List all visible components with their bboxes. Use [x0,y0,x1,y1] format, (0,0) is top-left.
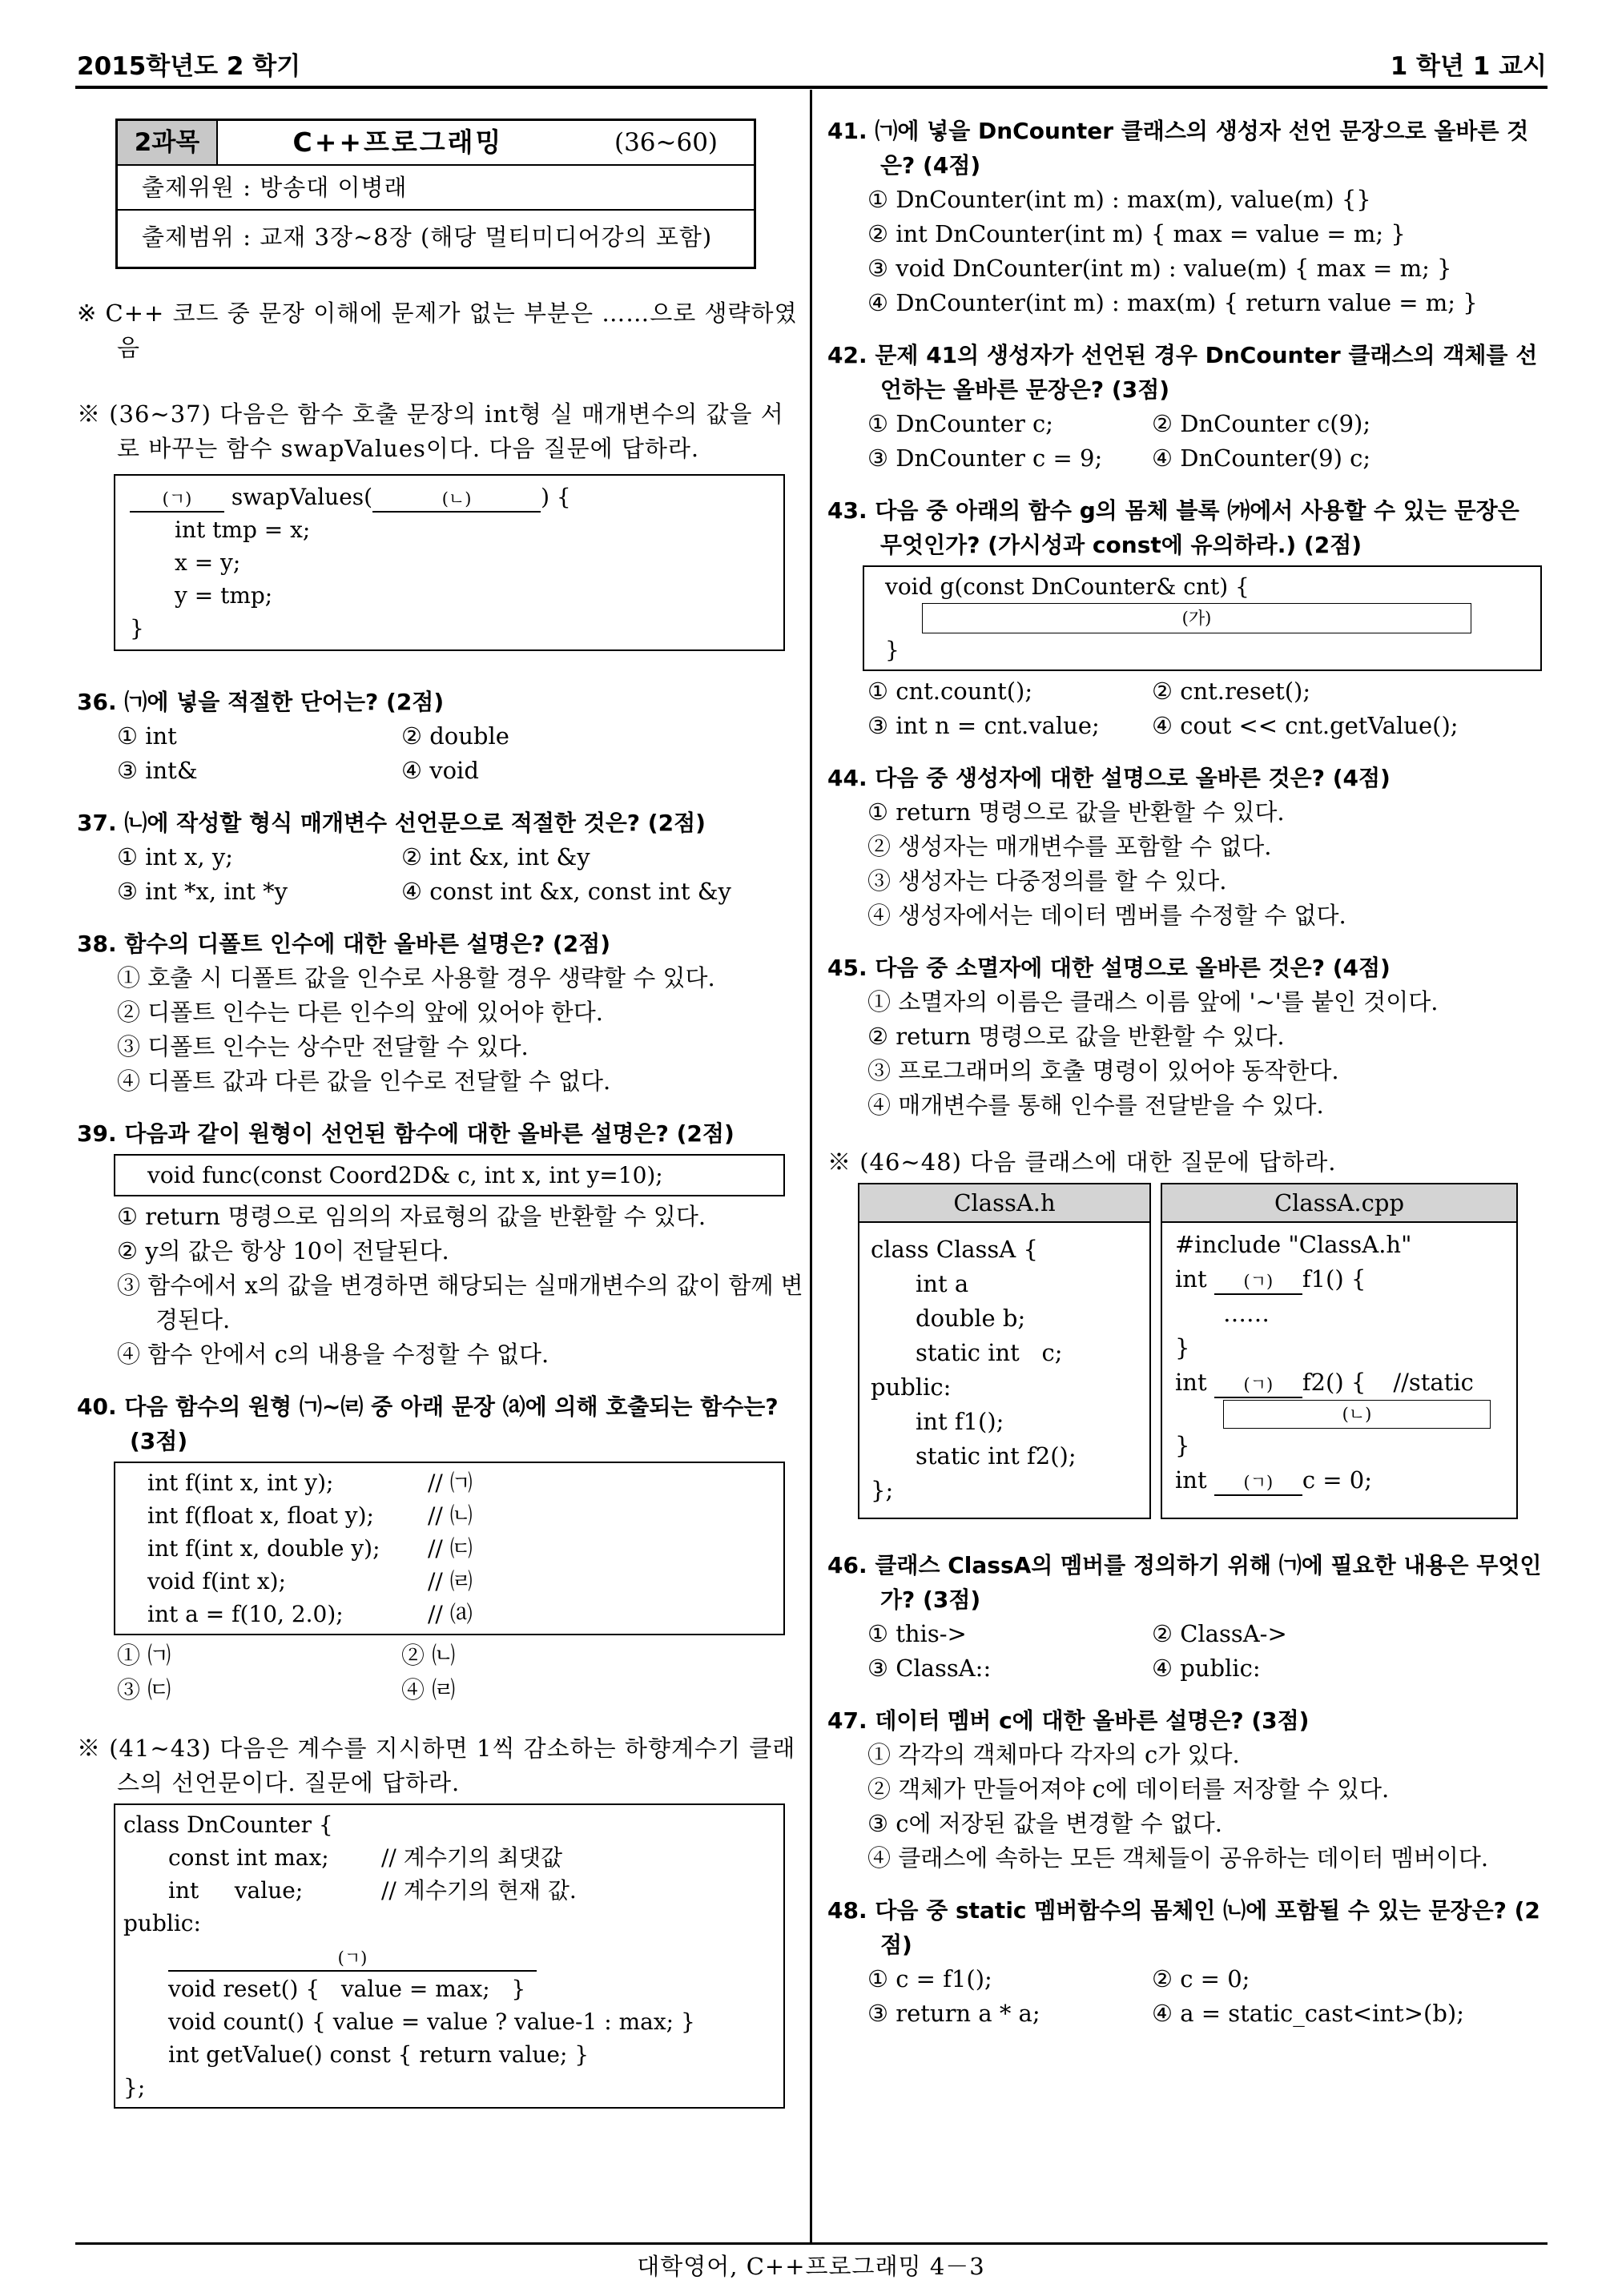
footer: 대학영어, C++프로그래밍 4－3 [637,2253,985,2280]
option-1[interactable]: ① DnCounter c; [867,410,1054,437]
option-2[interactable]: ② c = 0; [1152,1965,1250,1992]
subject-author: 출제위원 : 방송대 이병래 [118,166,754,211]
option-4[interactable]: ④ DnCounter(9) c; [1152,444,1371,472]
option-3[interactable]: ③ int n = cnt.value; [867,712,1100,739]
code-line: } [1175,1432,1190,1459]
classA-cpp-code [1162,1223,1516,1502]
counter-code-line: void reset() { value = max; } [168,1976,526,2002]
subject-name: C++프로그래밍 [292,127,504,158]
option-1[interactable]: ① this-> [867,1620,967,1647]
note-46-48: ※ (46∼48) 다음 클래스에 대한 질문에 답하라. [827,1148,1337,1176]
option-3[interactable]: ③ 함수에서 x의 값을 변경하면 해당되는 실매개변수의 값이 함께 변경된다. [117,1272,803,1333]
option-4[interactable]: ④ ㈃ [401,1676,456,1703]
option-4[interactable]: ④ 클래스에 속하는 모든 객체들이 공유하는 데이터 멤버이다. [867,1844,1489,1872]
counter-code-line: public: [123,1910,201,1936]
options-37-row1 [77,840,806,875]
option-2[interactable]: ② ClassA-> [1152,1620,1287,1647]
code-text: ) { [541,484,571,510]
code-text: swapValues( [231,484,373,510]
option-3[interactable]: ③ return a * a; [867,2000,1040,2027]
option-3[interactable]: ③ DnCounter c = 9; [867,444,1103,472]
code-comment: // ㈀ [428,1470,473,1496]
classA-cpp-title: ClassA.cpp [1162,1184,1516,1223]
code-text: int f(int x, int y); [147,1470,334,1496]
option-2[interactable]: ② 객체가 만들어져야 c에 데이터를 저장할 수 있다. [867,1775,1390,1803]
code-line [1175,1463,1503,1498]
code-line: …… [1223,1300,1270,1327]
code-comment: // ㈂ [428,1535,473,1562]
options-40-row2 [77,1673,806,1707]
code-text: int [1175,1265,1214,1293]
q43-blank-box: (가) [922,603,1471,633]
code-line: static int c; [916,1339,1063,1366]
option-3[interactable]: ③ c에 저장된 값을 변경할 수 없다. [867,1810,1222,1837]
question-40: 40. 다음 함수의 원형 ㈀∼㈃ 중 아래 문장 ⒜에 의해 호출되는 함수는? (3점) [77,1393,779,1454]
options-42-row2 [827,441,1548,476]
code-text: f1() { [1302,1265,1366,1293]
option-2[interactable]: ② cnt.reset(); [1152,678,1311,705]
question-46: 46. 클래스 ClassA의 멤버를 정의하기 위해 ㈀에 필요한 내용은 무엇인가? (3점) [827,1552,1542,1613]
options-43-row2 [827,709,1548,743]
classA-h-code [859,1223,1149,1518]
counter-code-line [123,1940,775,1972]
classA-h-title: ClassA.h [859,1184,1149,1223]
option-1[interactable]: ① int x, y; [117,843,233,871]
question-37: 37. ㈁에 작성할 형식 매개변수 선언문으로 적절한 것은? (2점) [77,810,706,836]
classA-h-box [858,1183,1151,1519]
option-4[interactable]: ④ 매개변수를 통해 인수를 전달받을 수 있다. [867,1092,1324,1119]
question-42: 42. 문제 41의 생성자가 선언된 경우 DnCounter 클래스의 객체를 선언하는 올바른 문장은? (3점) [827,342,1538,403]
code-line: int f1(); [916,1408,1004,1435]
option-2[interactable]: ② int DnCounter(int m) { max = value = m; } [867,220,1406,247]
code-comment: //static [1393,1369,1474,1396]
code-line [1175,1365,1503,1400]
option-3[interactable]: ③ ClassA:: [867,1655,992,1682]
option-4[interactable]: ④ public: [1152,1655,1261,1682]
header-class: 1 학년 1 교시 [1390,52,1547,81]
option-3[interactable]: ③ void DnCounter(int m) : value(m) { max = m; } [867,255,1452,282]
counter-code-line: int getValue() const { return value; } [168,2041,590,2068]
code-line: double b; [916,1305,1026,1332]
option-4[interactable]: ④ const int &x, const int &y [401,878,731,905]
option-4[interactable]: ④ DnCounter(int m) : max(m) { return value = m; } [867,289,1478,316]
code-line [1175,1262,1503,1297]
code-text: c = 0; [1302,1466,1373,1494]
code-text: int [1175,1466,1214,1494]
question-41: 41. ㈀에 넣을 DnCounter 클래스의 생성자 선언 문장으로 올바른 것은? (4점) [827,118,1529,179]
code-text: int value; [168,1877,304,1904]
option-3[interactable]: ③ int *x, int *y [117,878,288,905]
q43-code-box [863,565,1542,671]
swap-code-line-2: int tmp = x; [175,517,311,543]
code-line: } [1175,1334,1190,1361]
question-48: 48. 다음 중 static 멤버함수의 몸체인 ㈁에 포함될 수 있는 문장은? (2점) [827,1897,1540,1958]
swap-code-box [114,474,785,651]
swap-code-line-3: x = y; [175,549,241,576]
code-line: static int f2(); [916,1442,1077,1470]
q39-code-box: void func(const Coord2D& c, int x, int y=10); [114,1154,785,1196]
q40-code-line [147,1532,751,1565]
code-comment: // 계수기의 최댓값 [381,1844,563,1871]
question-44: 44. 다음 중 생성자에 대한 설명으로 올바른 것은? (4점) [827,765,1391,791]
note-36-37: ※ (36∼37) 다음은 함수 호출 문장의 int형 실 매개변수의 값을 서로 바꾸는 함수 swapValues이다. 다음 질문에 답하라. [77,400,784,462]
option-1[interactable]: ① DnCounter(int m) : max(m), value(m) {} [867,186,1371,213]
options-37-row2 [77,875,806,909]
option-4[interactable]: ④ 생성자에서는 데이터 멤버를 수정할 수 없다. [867,902,1346,929]
option-4[interactable]: ④ a = static_cast<int>(b); [1152,2000,1464,2027]
option-4[interactable]: ④ 디폴트 값과 다른 값을 인수로 전달할 수 없다. [117,1068,611,1095]
option-3[interactable]: ③ 생성자는 다중정의를 할 수 있다. [867,867,1227,895]
option-2[interactable]: ② double [401,722,509,750]
option-2[interactable]: ② DnCounter c(9); [1152,410,1371,437]
question-47: 47. 데이터 멤버 c에 대한 올바른 설명은? (3점) [827,1707,1310,1734]
option-3[interactable]: ③ 디폴트 인수는 상수만 전달할 수 있다. [117,1033,529,1060]
code-comment: // 계수기의 현재 값. [381,1877,577,1904]
q43-code-line: } [885,637,900,663]
counter-code-box [114,1803,785,2109]
code-text: f2() { [1302,1369,1366,1396]
option-3[interactable]: ③ ㈂ [117,1676,171,1703]
counter-code-line: class DnCounter { [123,1811,333,1838]
options-36-row2 [77,754,806,788]
q40-code-box [114,1462,785,1635]
options-43-row1 [827,674,1548,709]
class-files [858,1183,1548,1519]
blank-a: (ㄱ) [168,1946,537,1972]
blank-a: (ㄱ) [1214,1470,1302,1496]
code-line: public: [871,1373,952,1401]
note-omission: ※ C++ 코드 중 문장 이해에 문제가 없는 부분은 ……으로 생략하였음 [77,300,798,361]
option-4[interactable]: ④ void [401,757,479,784]
option-1[interactable]: ① return 명령으로 임의의 자료형의 값을 반환할 수 있다. [117,1203,706,1230]
column-divider [810,90,812,2244]
option-3[interactable]: ③ 프로그래머의 호출 명령이 있어야 동작한다. [867,1057,1339,1084]
note-41-43: ※ (41∼43) 다음은 계수를 지시하면 1씩 감소하는 하향계수기 클래스의 선언문이다. 질문에 답하라. [77,1735,796,1796]
option-4[interactable]: ④ cout << cnt.getValue(); [1152,712,1459,739]
question-43: 43. 다음 중 아래의 함수 g의 몸체 블록 ㈎에서 사용할 수 있는 문장은 무엇인가? (가시성과 const에 유의하라.) (2점) [827,497,1519,558]
option-1[interactable]: ① 소멸자의 이름은 클래스 이름 앞에 '~'를 붙인 것이다. [867,988,1439,1015]
code-comment: // ⒜ [428,1601,473,1627]
option-2[interactable]: ② 생성자는 매개변수를 포함할 수 없다. [867,833,1272,860]
counter-code-line [123,1874,775,1907]
question-45: 45. 다음 중 소멸자에 대한 설명으로 올바른 것은? (4점) [827,955,1391,981]
option-2[interactable]: ② y의 값은 항상 10이 전달된다. [117,1237,449,1265]
option-1[interactable]: ① 호출 시 디폴트 값을 인수로 사용할 경우 생략할 수 있다. [117,964,715,991]
options-48-row2 [827,1996,1548,2031]
option-1[interactable]: ① c = f1(); [867,1965,992,1992]
code-text: const int max; [168,1844,329,1871]
blank-a: (ㄱ) [130,487,224,513]
options-46-row1 [827,1617,1548,1651]
code-line: }; [871,1477,894,1504]
options-48-row1 [827,1962,1548,1996]
code-line: int a [916,1270,969,1297]
code-comment: // ㈃ [428,1568,473,1594]
options-46-row2 [827,1651,1548,1686]
q40-code-line [147,1499,751,1532]
counter-code-line: }; [123,2074,146,2101]
blank-b: (ㄴ) [372,487,541,513]
code-text: void f(int x); [147,1568,287,1594]
option-3[interactable]: ③ int& [117,757,198,784]
header-rule [75,86,1548,89]
q43-code-line: void g(const DnCounter& cnt) { [885,573,1250,600]
options-42-row1 [827,407,1548,441]
right-column [827,90,1548,2031]
code-comment: // ㈁ [428,1502,473,1529]
left-column [77,90,806,2109]
footer-rule [75,2242,1548,2245]
subject-range: (36∼60) [614,128,718,157]
option-2[interactable]: ② return 명령으로 값을 반환할 수 있다. [867,1023,1285,1050]
counter-code-line: void count() { value = value ? value-1 : max; } [168,2008,695,2035]
question-36: 36. ㈀에 넣을 적절한 단어는? (2점) [77,689,445,715]
q40-code-line [147,1466,751,1499]
option-1[interactable]: ① return 명령으로 값을 반환할 수 있다. [867,798,1285,826]
q40-code-line [147,1565,751,1598]
code-text: int f(int x, double y); [147,1535,380,1562]
option-2[interactable]: ② 디폴트 인수는 다른 인수의 앞에 있어야 한다. [117,999,603,1026]
option-2[interactable]: ② int &x, int &y [401,843,590,871]
swap-code-line-1 [130,481,769,513]
blank-a: (ㄱ) [1214,1269,1302,1295]
code-text: int [1175,1369,1214,1396]
classA-cpp-box [1161,1183,1518,1519]
option-1[interactable]: ① cnt.count(); [867,678,1033,705]
cpp-blank-box: (ㄴ) [1223,1400,1491,1429]
blank-a: (ㄱ) [1214,1373,1302,1398]
option-4[interactable]: ④ 함수 안에서 c의 내용을 수정할 수 없다. [117,1341,549,1368]
question-38: 38. 함수의 디폴트 인수에 대한 올바른 설명은? (2점) [77,931,611,957]
options-36-row1 [77,719,806,754]
q40-code-line [147,1598,751,1631]
question-39: 39. 다음과 같이 원형이 선언된 함수에 대한 올바른 설명은? (2점) [77,1120,735,1147]
swap-code-line-4: y = tmp; [175,582,273,609]
option-2[interactable]: ② ㈁ [401,1642,456,1669]
subject-scope: 출제범위 : 교재 3장∼8장 (해당 멀티미디어강의 포함) [142,223,713,251]
header-year: 2015학년도 2 학기 [77,52,301,81]
code-line: #include "ClassA.h" [1175,1231,1412,1258]
code-text: int f(float x, float y); [147,1502,374,1529]
option-1[interactable]: ① 각각의 객체마다 각자의 c가 있다. [867,1741,1240,1768]
option-1[interactable]: ① ㈀ [117,1642,171,1669]
code-text: int a = f(10, 2.0); [147,1601,344,1627]
option-1[interactable]: ① int [117,722,177,750]
counter-code-line [123,1841,775,1874]
subject-box [115,119,756,269]
subject-code: 2과목 [118,121,218,164]
swap-code-line-5: } [130,615,144,641]
options-40-row1 [77,1639,806,1673]
code-line: class ClassA { [871,1236,1038,1263]
